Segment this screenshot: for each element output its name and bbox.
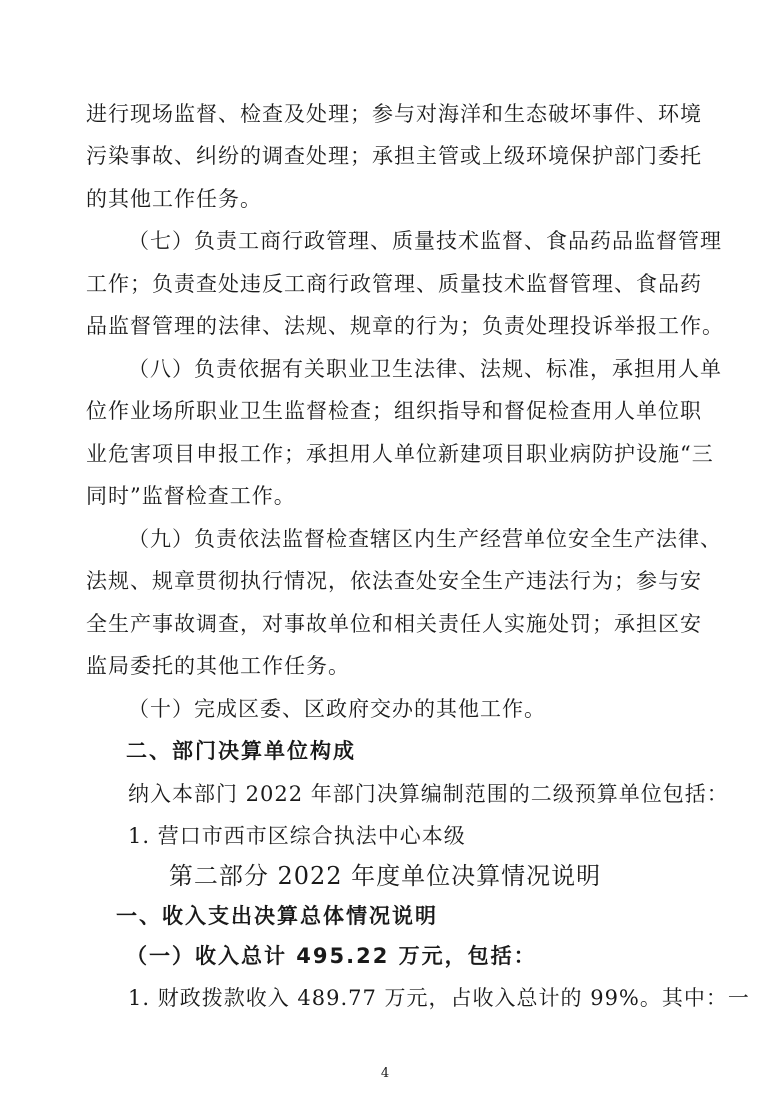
body-line: 1. 营口市西市区综合执法中心本级 xyxy=(128,824,466,848)
body-line: 进行现场监督、检查及处理；参与对海洋和生态破坏事件、环境 xyxy=(86,102,702,126)
body-line: （十）完成区委、区政府交办的其他工作。 xyxy=(128,697,546,721)
body-line: 品监督管理的法律、法规、规章的行为；负责处理投诉举报工作。 xyxy=(86,314,724,338)
part-title: 第二部分 2022 年度单位决算情况说明 xyxy=(168,862,602,890)
body-line: 业危害项目申报工作；承担用人单位新建项目职业病防护设施“三 xyxy=(86,442,714,466)
body-line: 工作；负责查处违反工商行政管理、质量技术监督管理、食品药 xyxy=(86,272,702,296)
body-line: 监局委托的其他工作任务。 xyxy=(86,654,350,678)
body-line: （九）负责依法监督检查辖区内生产经营单位安全生产法律、 xyxy=(128,527,722,551)
body-line: 的其他工作任务。 xyxy=(86,187,262,211)
body-line: 全生产事故调查，对事故单位和相关责任人实施处罚；承担区安 xyxy=(86,612,702,636)
body-line: 1. 财政拨款收入 489.77 万元，占收入总计的 99%。其中：一 xyxy=(128,986,750,1010)
body-line: 位作业场所职业卫生监督检查；组织指导和督促检查用人单位职 xyxy=(86,399,702,423)
section-heading: 二、部门决算单位构成 xyxy=(126,739,356,763)
body-line: （八）负责依据有关职业卫生法律、法规、标准，承担用人单 xyxy=(128,357,722,381)
body-line: 同时”监督检查工作。 xyxy=(86,484,296,508)
page-number: 4 xyxy=(380,1066,390,1081)
body-line: 污染事故、纠纷的调查处理；承担主管或上级环境保护部门委托 xyxy=(86,144,702,168)
body-line: 纳入本部门 2022 年部门决算编制范围的二级预算单位包括： xyxy=(128,782,729,806)
body-line: 法规、规章贯彻执行情况，依法查处安全生产违法行为；参与安 xyxy=(86,569,702,593)
body-line: （七）负责工商行政管理、质量技术监督、食品药品监督管理 xyxy=(128,229,722,253)
subsection-heading: （一）收入总计 495.22 万元，包括： xyxy=(126,944,537,968)
section-heading: 一、收入支出决算总体情况说明 xyxy=(116,904,438,928)
